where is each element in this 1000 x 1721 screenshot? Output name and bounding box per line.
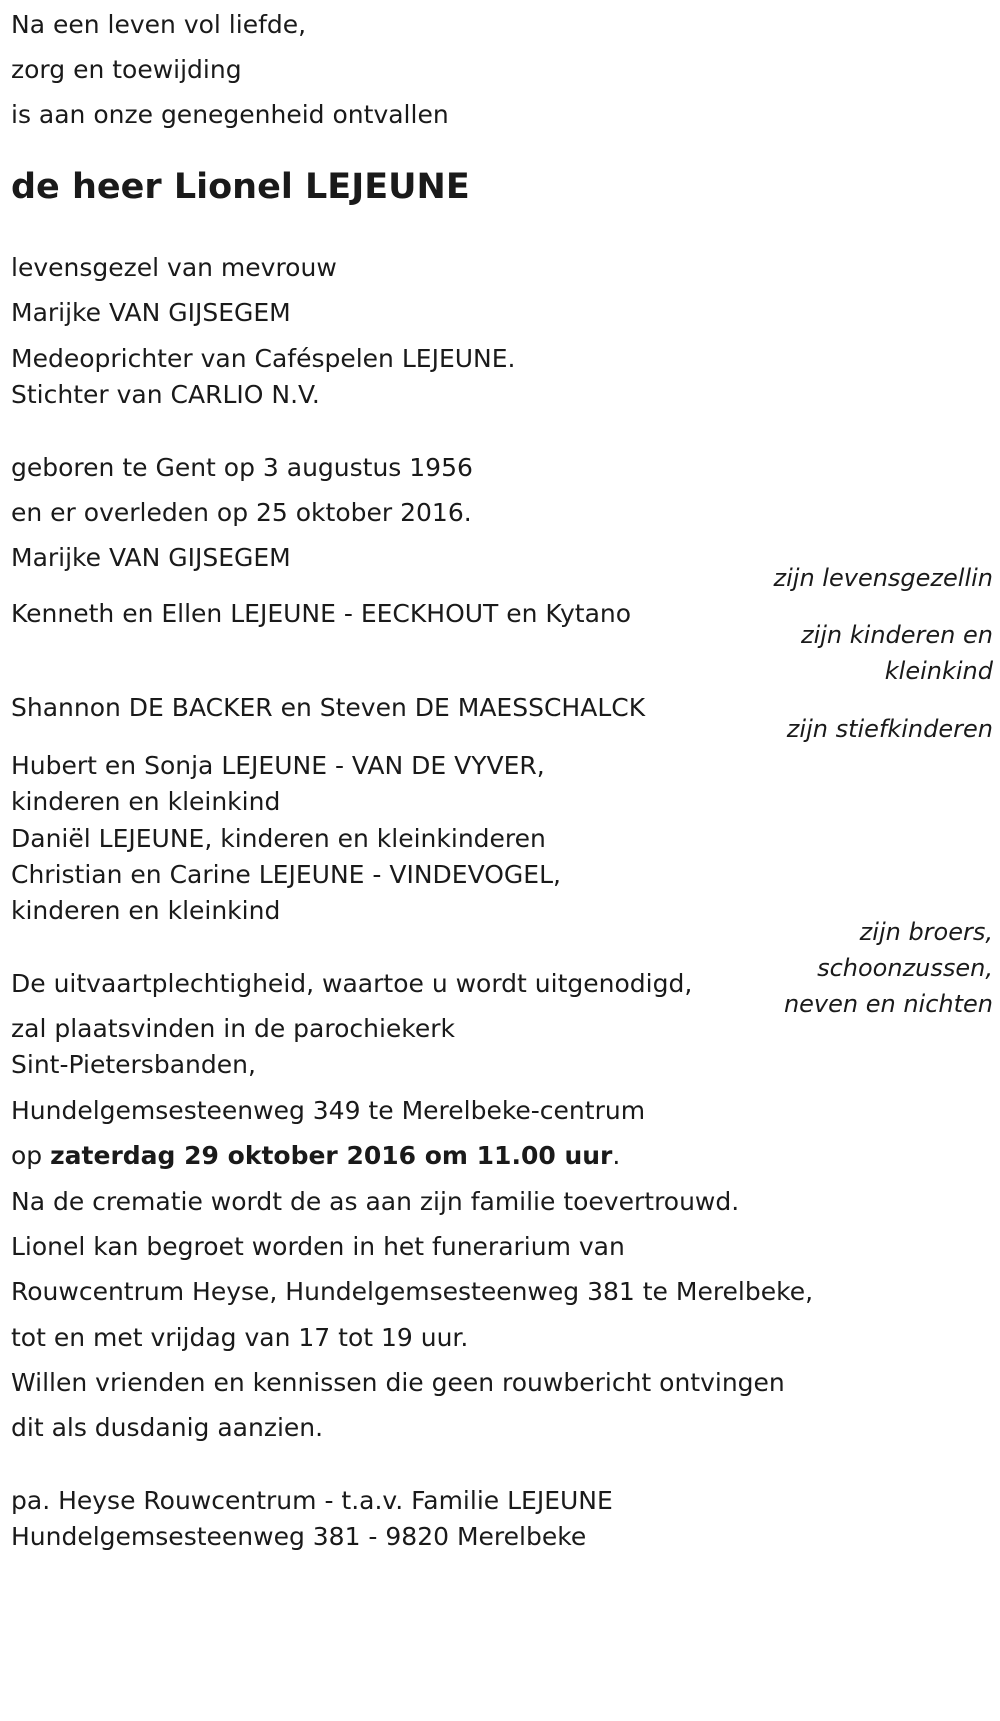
ceremony-line-10: Willen vrienden en kennissen die geen rouwbericht ontvingen xyxy=(11,1368,785,1397)
ceremony-address: Hundelgemsesteenweg 349 te Merelbeke-centrum xyxy=(11,1096,646,1125)
ceremony-line-8: Rouwcentrum Heyse, Hundelgemsesteenweg 381 te Merelbeke, xyxy=(11,1277,814,1306)
stepchildren-relation: zijn stiefkinderen xyxy=(786,715,993,743)
sibling-1-line-1: Hubert en Sonja LEJEUNE - VAN DE VYVER, xyxy=(11,751,545,780)
ceremony-line-2: zal plaatsvinden in de parochiekerk xyxy=(11,1014,456,1043)
siblings-relation-2: schoonzussen, xyxy=(817,954,993,982)
ceremony-line-6: Na de crematie wordt de as aan zijn familie toevertrouwd. xyxy=(11,1187,740,1216)
children-relation-1: zijn kinderen en xyxy=(801,621,993,649)
ceremony-line-9: tot en met vrijdag van 17 tot 19 uur. xyxy=(11,1323,469,1352)
intro-line-3: is aan onze genegenheid ontvallen xyxy=(11,100,449,129)
bio-line-1: levensgezel van mevrouw xyxy=(11,253,337,282)
siblings-relation-3: neven en nichten xyxy=(783,990,993,1018)
ceremony-line-1: De uitvaartplechtigheid, waartoe u wordt uitgenodigd, xyxy=(11,969,693,998)
sibling-3-line-2: kinderen en kleinkind xyxy=(11,896,281,925)
sibling-3-line-1: Christian en Carine LEJEUNE - VINDEVOGEL, xyxy=(11,860,561,889)
death-line: en er overleden op 25 oktober 2016. xyxy=(11,498,472,527)
bio-line-3: Medeoprichter van Caféspelen LEJEUNE. xyxy=(11,344,516,373)
contact-line-1: pa. Heyse Rouwcentrum - t.a.v. Familie LEJEUNE xyxy=(11,1486,613,1515)
partner-name: Marijke VAN GIJSEGEM xyxy=(11,543,291,572)
children-relation-2: kleinkind xyxy=(884,657,993,685)
stepchildren-names: Shannon DE BACKER en Steven DE MAESSCHALCK xyxy=(11,693,646,722)
ceremony-date-prefix: op xyxy=(11,1141,51,1170)
intro-line-1: Na een leven vol liefde, xyxy=(11,10,307,39)
ceremony-line-11: dit als dusdanig aanzien. xyxy=(11,1413,324,1442)
children-names: Kenneth en Ellen LEJEUNE - EECKHOUT en Kytano xyxy=(11,599,632,628)
birth-line: geboren te Gent op 3 augustus 1956 xyxy=(11,453,473,482)
contact-line-2: Hundelgemsesteenweg 381 - 9820 Merelbeke xyxy=(11,1522,587,1551)
siblings-relation-1: zijn broers, xyxy=(859,918,993,946)
sibling-1-line-2: kinderen en kleinkind xyxy=(11,787,281,816)
ceremony-line-7: Lionel kan begroet worden in het funerarium van xyxy=(11,1232,625,1261)
ceremony-date-suffix: . xyxy=(612,1141,621,1170)
bio-line-2: Marijke VAN GIJSEGEM xyxy=(11,298,291,327)
ceremony-date: zaterdag 29 oktober 2016 om 11.00 uur xyxy=(50,1141,613,1170)
sibling-2-line: Daniël LEJEUNE, kinderen en kleinkinderen xyxy=(11,824,546,853)
deceased-name: de heer Lionel LEJEUNE xyxy=(11,167,470,207)
partner-relation: zijn levensgezellin xyxy=(773,564,993,592)
intro-line-2: zorg en toewijding xyxy=(11,55,242,84)
ceremony-date-line xyxy=(11,1141,620,1171)
bio-line-4: Stichter van CARLIO N.V. xyxy=(11,380,320,409)
ceremony-line-3: Sint-Pietersbanden, xyxy=(11,1050,256,1079)
